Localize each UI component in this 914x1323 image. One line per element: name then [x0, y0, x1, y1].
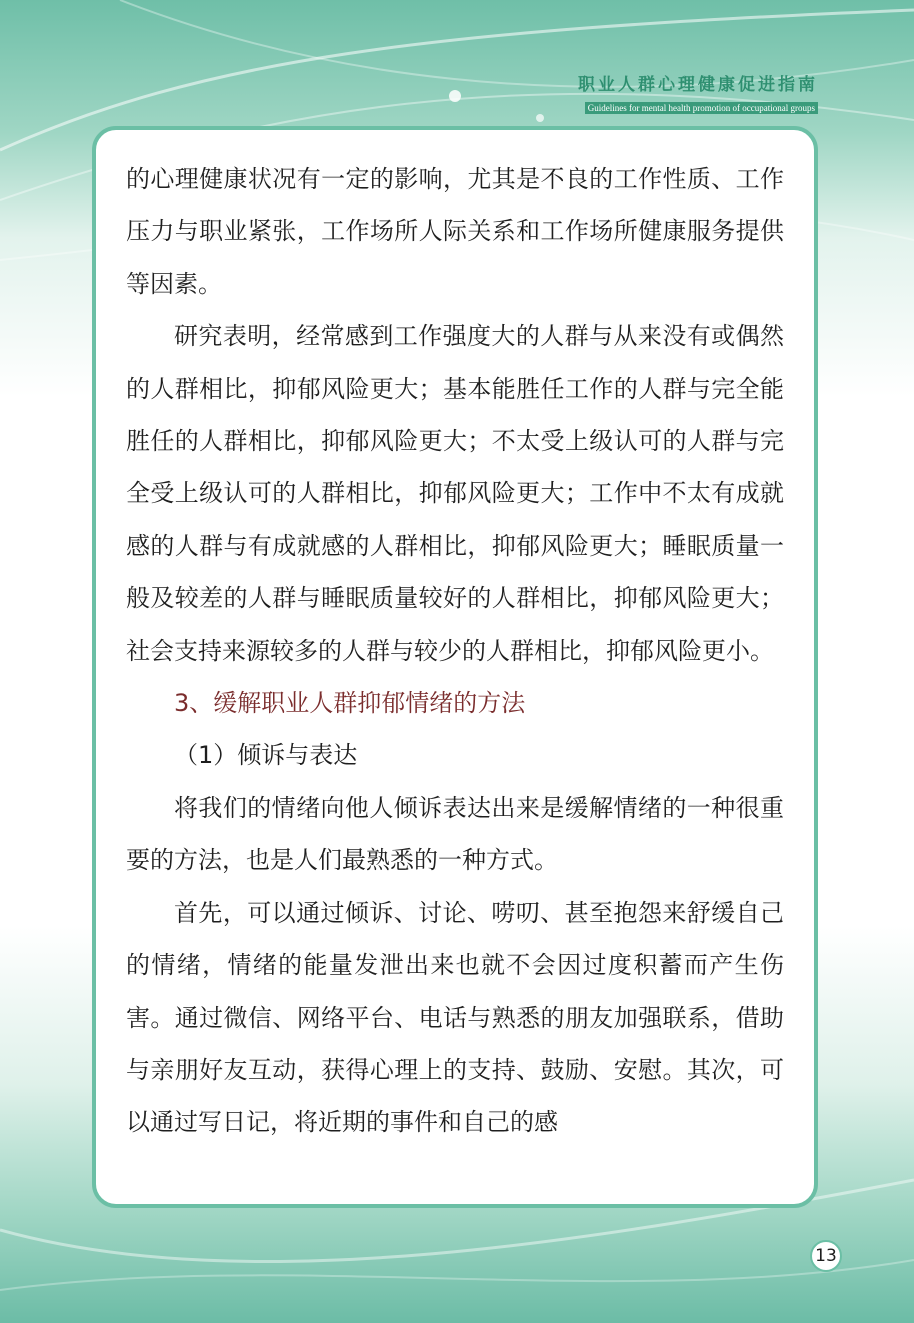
book-subtitle: Guidelines for mental health promotion of occupational groups — [585, 102, 818, 114]
paragraph-research-findings: 研究表明，经常感到工作强度大的人群与从来没有或偶然的人群相比，抑郁风险更大；基本能胜任工作的人群与完全能胜任的人群相比，抑郁风险更大；不太受上级认可的人群与完全受上级认可的人群相比，抑郁风险更大；工作中不太有成就感的人群与有成就感的人群相比，抑郁风险更大；睡眠质量一般及较差的人群与睡眠质量较好的人群相比，抑郁风险更大；社会支持来源较多的人群与较少的人群相比，抑郁风险更小。 — [126, 322, 784, 665]
content-panel — [92, 126, 818, 1208]
subsection-heading: （1）倾诉与表达 — [174, 741, 358, 770]
paragraph-expression-intro: 将我们的情绪向他人倾诉表达出来是缓解情绪的一种很重要的方法，也是人们最熟悉的一种方式。 — [126, 793, 784, 875]
section-heading: 3、缓解职业人群抑郁情绪的方法 — [174, 689, 526, 718]
book-title: 职业人群心理健康促进指南 — [578, 75, 818, 95]
paragraph-expression-methods: 首先，可以通过倾诉、讨论、唠叨、甚至抱怨来舒缓自己的情绪，情绪的能量发泄出来也就不会因过度积蓄而产生伤害。通过微信、网络平台、电话与熟悉的朋友加强联系，借助与亲朋好友互动，获得心理上的支持、鼓励、安慰。其次，可以通过写日记，将近期的事件和自己的感 — [126, 898, 784, 1137]
running-header — [578, 74, 818, 115]
paragraph-continued: 的心理健康状况有一定的影响，尤其是不良的工作性质、工作压力与职业紧张，工作场所人际关系和工作场所健康服务提供等因素。 — [126, 165, 784, 298]
page-number: 13 — [810, 1240, 842, 1272]
